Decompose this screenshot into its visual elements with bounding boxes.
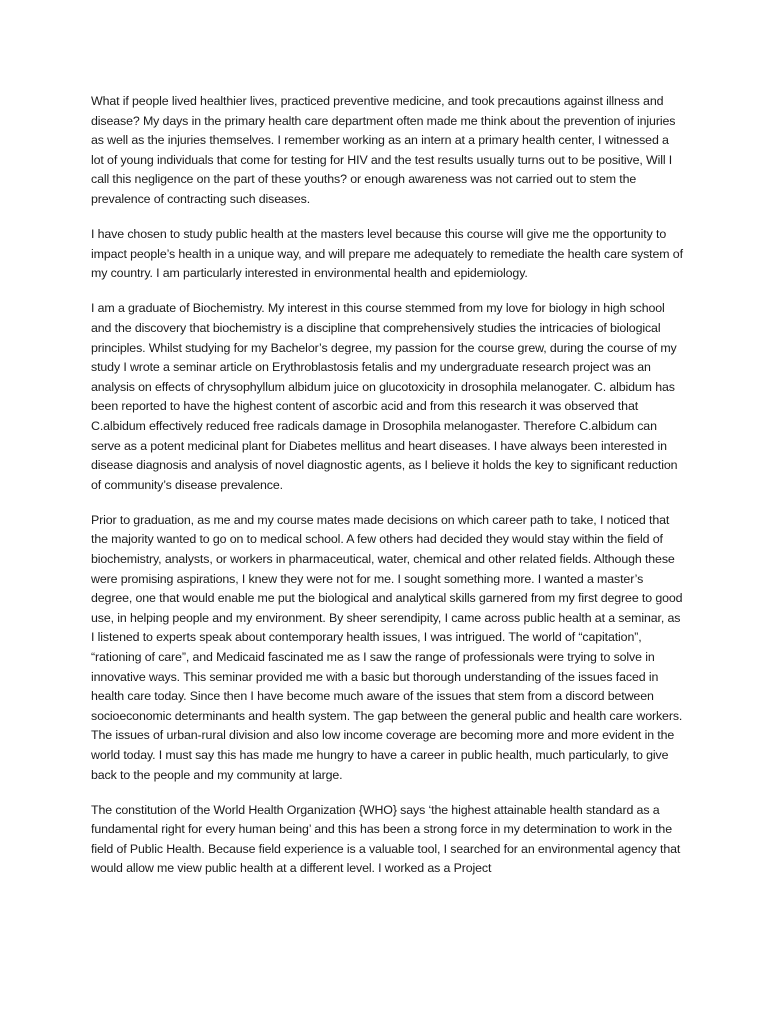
paragraph-3: I am a graduate of Biochemistry. My interest in this course stemmed from my love for biology in high school and the discovery that biochemistry is a discipline that comprehensively studies the intricacies of biological principles. Whilst studying for my Bachelor’s degree, my passion for the course grew, during the course of my study I wrote a seminar article on Erythroblastosis fetalis and my undergraduate research project was an analysis on effects of chrysophyllum albidum juice on glucotoxicity in drosophila melanogater. C. albidum has been reported to have the highest content of ascorbic acid and from this research it was observed that C.albidum effectively reduced free radicals damage in Drosophila melanogaster. Therefore C.albidum can serve as a potent medicinal plant for Diabetes mellitus and heart diseases. I have always been interested in disease diagnosis and analysis of novel diagnostic agents, as I believe it holds the key to significant reduction of community’s disease prevalence.	[91, 301, 678, 492]
paragraph-2: I have chosen to study public health at the masters level because this course will give me the opportunity to impact people’s health in a unique way, and will prepare me adequately to remediate the health care system of my country. I am particularly interested in environmental health and epidemiology.	[91, 227, 683, 281]
paragraph-4: Prior to graduation, as me and my course mates made decisions on which career path to take, I noticed that the majority wanted to go on to medical school. A few others had decided they would stay within the field of biochemistry, analysts, or workers in pharmaceutical, water, chemical and other related fields. Although these were promising aspirations, I knew they were not for me. I sought something more. I wanted a master’s degree, one that would enable me put the biological and analytical skills garnered from my first degree to good use, in helping people and my environment. By sheer serendipity, I came across public health at a seminar, as I listened to experts speak about contemporary health issues, I was intrigued. The world of “capitation”, “rationing of care”, and Medicaid fascinated me as I saw the range of professionals were trying to solve in innovative ways. This seminar provided me with a basic but thorough understanding of the issues faced in health care today. Since then I have become much aware of the issues that stem from a discord between socioeconomic determinants and health system. The gap between the general public and health care workers. The issues of urban-rural division and also low income coverage are becoming more and more evident in the world today. I must say this has made me hungry to have a career in public health, much particularly, to give back to the people and my community at large.	[91, 512, 683, 782]
paragraph-1: What if people lived healthier lives, practiced preventive medicine, and took precautions against illness and disease? My days in the primary health care department often made me think about the prevention of injuries as well as the injuries themselves. I remember working as an intern at a primary health center, I witnessed a lot of young individuals that come for testing for HIV and the test results usually turns out to be positive, Will I call this negligence on the part of these youths? or enough awareness was not carried out to stem the prevalence of contracting such diseases.	[91, 94, 676, 206]
paragraph-5: The constitution of the World Health Organization {WHO} says ‘the highest attainable health standard as a fundamental right for every human being’ and this has been a strong force in my determination to work in the field of Public Health. Because field experience is a valuable tool, I searched for an environmental agency that would allow me view public health at a different level. I worked as a Project	[91, 802, 681, 876]
document-body	[91, 92, 683, 894]
